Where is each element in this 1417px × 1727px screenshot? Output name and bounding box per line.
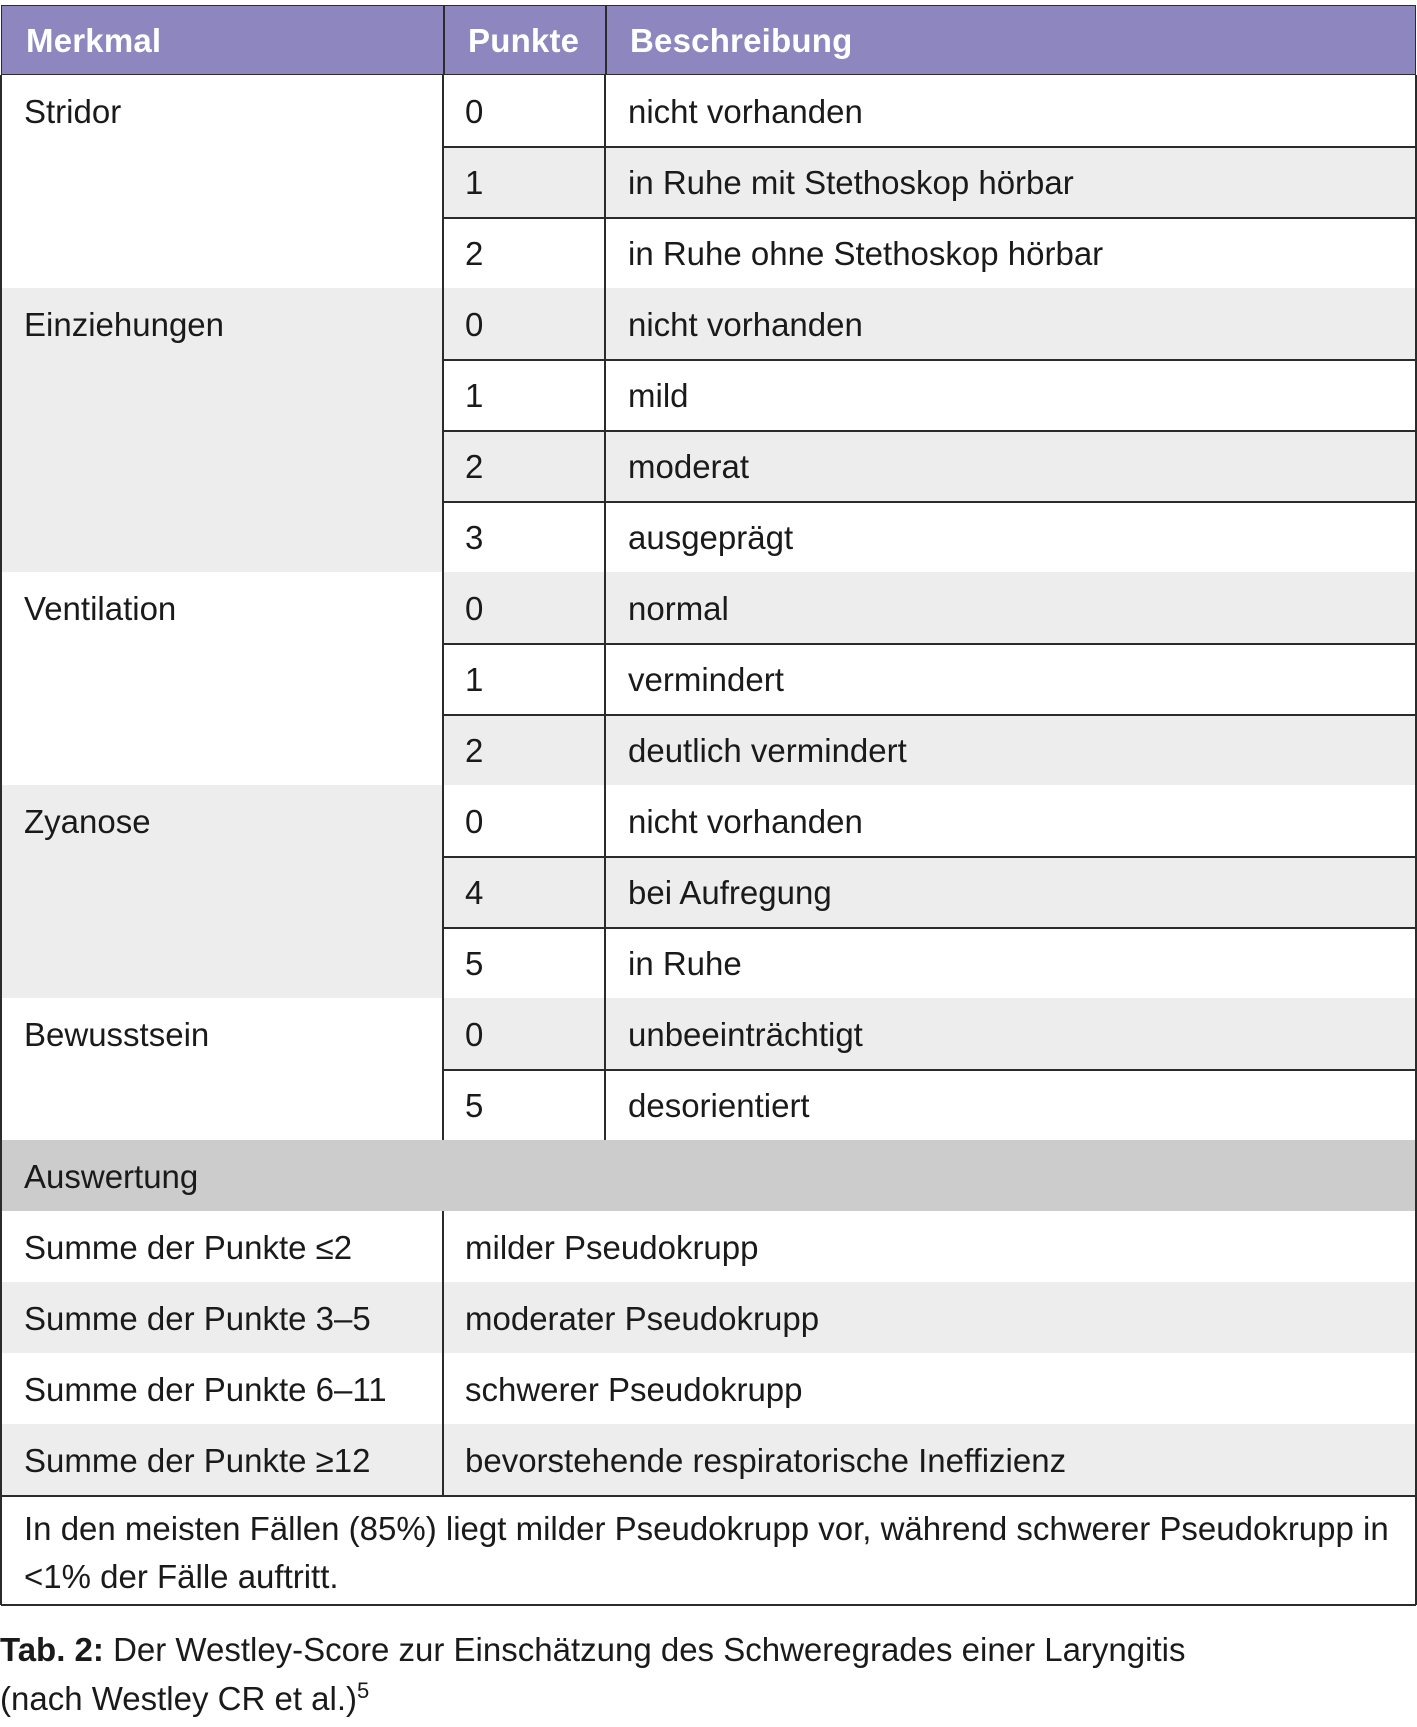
grid-line	[442, 998, 444, 1140]
description-value: bei Aufregung	[628, 874, 832, 911]
merkmal-label: Ventilation	[24, 590, 177, 627]
description-value: mild	[628, 377, 689, 414]
points-value: 0	[465, 306, 484, 343]
evaluation-result: bevorstehende respiratorische Ineffizienz	[465, 1442, 1067, 1479]
description-value: nicht vorhanden	[628, 803, 863, 840]
grid-line	[442, 785, 444, 998]
table-row	[443, 714, 1416, 785]
grid-line	[442, 1353, 444, 1424]
evaluation-range: Summe der Punkte ≥12	[24, 1442, 371, 1479]
grid-line	[604, 75, 606, 288]
header-merkmal: Merkmal	[26, 21, 162, 59]
evaluation-range: Summe der Punkte 3–5	[24, 1300, 371, 1337]
caption-footnote: 5	[357, 1678, 370, 1703]
table-caption-source	[0, 1674, 369, 1723]
grid-line	[443, 1069, 1416, 1071]
table-row	[443, 998, 1416, 1069]
points-value: 2	[465, 732, 484, 769]
description-value: in Ruhe ohne Stethoskop hörbar	[628, 235, 1104, 272]
description-value: ausgeprägt	[628, 519, 794, 556]
table-row	[443, 643, 1416, 714]
points-value: 5	[465, 1087, 484, 1124]
table-header	[1, 5, 1416, 75]
grid-line	[442, 1424, 444, 1495]
table-row	[443, 572, 1416, 643]
merkmal-label: Stridor	[24, 93, 122, 130]
description-value: normal	[628, 590, 729, 627]
table-caption	[0, 1625, 1185, 1674]
table-row	[443, 430, 1416, 501]
caption-text: Der Westley-Score zur Einschätzung des Schweregrades einer Laryngitis	[103, 1631, 1186, 1668]
description-value: desorientiert	[628, 1087, 810, 1124]
description-value: unbeeinträchtigt	[628, 1016, 863, 1053]
grid-line	[443, 430, 1416, 432]
grid-line	[1, 1495, 1416, 1497]
grid-line	[442, 572, 444, 785]
grid-line	[443, 927, 1416, 929]
grid-line	[604, 785, 606, 998]
grid-line	[604, 572, 606, 785]
evaluation-range: Summe der Punkte 6–11	[24, 1371, 387, 1408]
grid-line	[443, 856, 1416, 858]
header-divider	[443, 6, 445, 74]
evaluation-note-line2: <1% der Fälle auftritt.	[24, 1558, 339, 1595]
grid-line	[443, 501, 1416, 503]
table-row	[443, 288, 1416, 359]
grid-line	[442, 1211, 444, 1282]
points-value: 1	[465, 164, 484, 201]
evaluation-result: moderater Pseudokrupp	[465, 1300, 820, 1337]
grid-line	[604, 288, 606, 572]
description-value: nicht vorhanden	[628, 93, 863, 130]
description-value: deutlich vermindert	[628, 732, 907, 769]
grid-line	[0, 75, 2, 1605]
description-value: vermindert	[628, 661, 784, 698]
grid-line	[604, 998, 606, 1140]
table-row	[443, 1069, 1416, 1140]
table-row	[443, 75, 1416, 146]
points-value: 3	[465, 519, 484, 556]
evaluation-result: schwerer Pseudokrupp	[465, 1371, 803, 1408]
evaluation-result: milder Pseudokrupp	[465, 1229, 759, 1266]
grid-line	[442, 75, 444, 288]
grid-line	[443, 146, 1416, 148]
grid-line	[1415, 75, 1417, 1605]
header-beschreibung: Beschreibung	[630, 21, 853, 59]
grid-line	[442, 288, 444, 572]
grid-line	[1, 1604, 1416, 1606]
merkmal-label: Zyanose	[24, 803, 151, 840]
evaluation-title: Auswertung	[24, 1158, 199, 1195]
table-row	[443, 856, 1416, 927]
table-row	[443, 501, 1416, 572]
table-row	[443, 785, 1416, 856]
grid-line	[443, 643, 1416, 645]
evaluation-note-line1: In den meisten Fällen (85%) liegt milder Pseudokrupp vor, während schwerer Pseudokrupp in	[24, 1510, 1389, 1547]
points-value: 2	[465, 448, 484, 485]
table-row	[443, 359, 1416, 430]
points-value: 2	[465, 235, 484, 272]
evaluation-range: Summe der Punkte ≤2	[24, 1229, 353, 1266]
merkmal-label: Bewusstsein	[24, 1016, 210, 1053]
evaluation-header	[1, 1140, 1416, 1211]
description-value: moderat	[628, 448, 750, 485]
description-value: nicht vorhanden	[628, 306, 863, 343]
points-value: 1	[465, 377, 484, 414]
points-value: 0	[465, 590, 484, 627]
description-value: in Ruhe	[628, 945, 742, 982]
points-value: 0	[465, 803, 484, 840]
grid-line	[443, 217, 1416, 219]
points-value: 5	[465, 945, 484, 982]
points-value: 0	[465, 93, 484, 130]
caption-label: Tab. 2:	[0, 1631, 104, 1668]
points-value: 4	[465, 874, 484, 911]
grid-line	[442, 1282, 444, 1353]
table-row	[443, 927, 1416, 998]
points-value: 1	[465, 661, 484, 698]
grid-line	[443, 714, 1416, 716]
merkmal-label: Einziehungen	[24, 306, 224, 343]
header-divider	[605, 6, 607, 74]
caption-source: (nach Westley CR et al.)	[0, 1680, 358, 1717]
header-punkte: Punkte	[468, 21, 580, 59]
grid-line	[443, 359, 1416, 361]
description-value: in Ruhe mit Stethoskop hörbar	[628, 164, 1074, 201]
points-value: 0	[465, 1016, 484, 1053]
